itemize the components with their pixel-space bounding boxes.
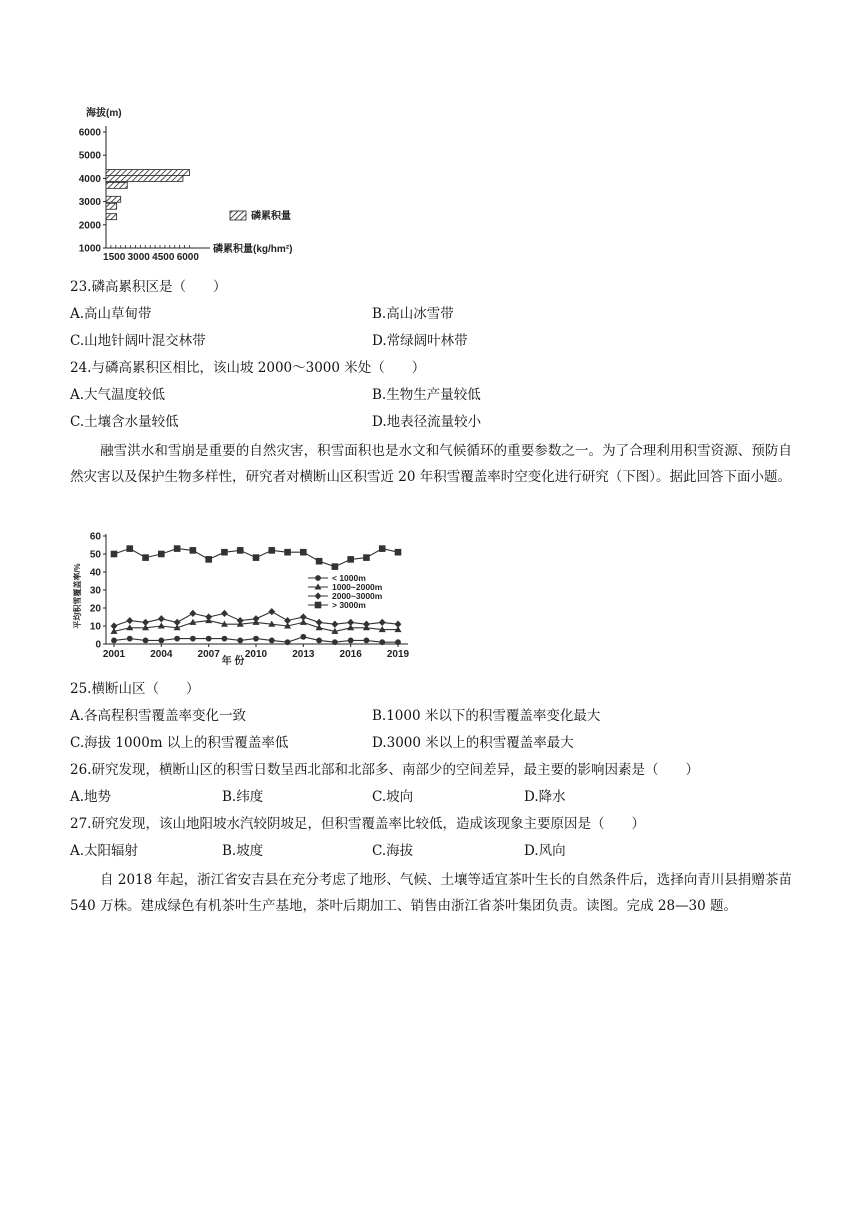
chart2-point: [190, 547, 196, 553]
chart2-point: [395, 621, 401, 627]
chart2-xtick-label: 2004: [150, 649, 173, 660]
chart2-ytick-label: 50: [89, 549, 101, 561]
chart2-point: [285, 617, 291, 623]
chart2-point: [143, 638, 148, 643]
passage-snow-text: 融雪洪水和雪崩是重要的自然灾害，积雪面积也是水文和气候循环的重要参数之一。为了合理利用积雪资源、预防自然灾害以及保护生物多样性，研究者对横断山区积雪近 20 年积雪覆盖率时空变化进行研究（下图）。据此回答下面小题。: [70, 443, 792, 485]
q27-option-a[interactable]: A.太阳辐射: [70, 843, 139, 859]
chart2-point: [174, 546, 180, 552]
chart1-ylabel: 海拔(m): [86, 108, 122, 119]
q26-option-c[interactable]: C.坡向: [372, 789, 414, 805]
passage-snow: [70, 438, 792, 490]
chart1-ytick-label: 2000: [78, 220, 101, 232]
chart2-legend-marker: [315, 575, 320, 580]
chart2-ytick-label: 0: [95, 639, 101, 651]
chart2-xtick-label: 2007: [197, 649, 220, 660]
chart1-ytick-label: 5000: [78, 150, 101, 162]
snow-cover-chart: [68, 526, 418, 666]
chart2-xtick-label: 2001: [102, 649, 126, 660]
chart1-xtick-label: 4500: [152, 252, 175, 263]
chart1-legend-swatch: [230, 211, 246, 220]
chart2-point: [158, 551, 164, 557]
chart1-xtick-label: 1500: [103, 252, 126, 263]
chart2-point: [379, 546, 385, 552]
chart2-legend-label: < 1000m: [332, 573, 366, 583]
chart2-point: [269, 638, 274, 643]
chart2-point: [206, 636, 211, 641]
chart2-series: [111, 608, 401, 629]
chart2-xtick-label: 2010: [244, 649, 268, 660]
chart2-point: [316, 558, 322, 564]
chart2-point: [348, 638, 353, 643]
chart2-point: [237, 547, 243, 553]
q23-option-b[interactable]: B.高山冰雪带: [372, 306, 454, 322]
chart2-point: [363, 555, 369, 561]
chart2-point: [206, 614, 212, 620]
chart2-legend-item: [308, 600, 366, 610]
chart2-point: [316, 619, 322, 625]
chart1-xtick-label: 6000: [176, 252, 199, 263]
chart1-legend-label: 磷累积量: [251, 211, 291, 222]
q26-option-d[interactable]: D.降水: [524, 789, 566, 805]
chart2-point: [332, 621, 338, 627]
chart2-point: [332, 564, 338, 570]
chart1-bar: [106, 182, 127, 188]
chart2-point: [143, 619, 149, 625]
chart2-point: [159, 638, 164, 643]
chart2-point: [364, 638, 369, 643]
chart2-point: [348, 556, 354, 562]
chart2-point: [174, 619, 180, 625]
chart2-point: [222, 636, 227, 641]
chart2-point: [127, 617, 133, 623]
q24-option-a[interactable]: A.大气温度较低: [70, 387, 166, 403]
chart2-legend-label: > 3000m: [332, 600, 366, 610]
chart2-point: [190, 636, 195, 641]
chart2-point: [111, 551, 117, 557]
q26-option-a[interactable]: A.地势: [70, 789, 112, 805]
q24-option-d[interactable]: D.地表径流量较小: [372, 414, 482, 430]
chart1-xlabel: 磷累积量(kg/hm²): [213, 244, 293, 255]
chart2-point: [206, 556, 212, 562]
chart2-ytick-label: 20: [89, 603, 101, 615]
chart2-point: [332, 640, 337, 645]
chart2-point: [317, 638, 322, 643]
q25-option-d[interactable]: D.3000 米以上的积雪覆盖率最大: [372, 735, 574, 751]
chart1-ytick-label: 4000: [78, 173, 101, 185]
chart2-point: [348, 619, 354, 625]
chart2-point: [285, 549, 291, 555]
chart1-xtick-label: 3000: [127, 252, 150, 263]
chart2-ytick-label: 30: [89, 585, 101, 597]
chart2-point: [363, 621, 369, 627]
chart2-point: [111, 638, 116, 643]
chart1-bar: [106, 214, 117, 220]
chart2-legend-label: 1000~2000m: [332, 582, 383, 592]
chart2-legend-marker: [315, 602, 321, 608]
chart2-point: [143, 555, 149, 561]
q25-option-c[interactable]: C.海拔 1000m 以上的积雪覆盖率低: [70, 735, 289, 751]
passage-tea-text: 自 2018 年起，浙江省安吉县在充分考虑了地形、气候、土壤等适宜茶叶生长的自然条件后，选择向青川县捐赠茶苗 540 万株。建成绿色有机茶叶生产基地，茶叶后期加工、销售由浙江省茶叶集团负责。读图。完成 28—30 题。: [70, 872, 792, 914]
q23-option-c[interactable]: C.山地针阔叶混交林带: [70, 333, 206, 349]
chart2-point: [253, 636, 258, 641]
passage-tea: [70, 867, 792, 919]
chart1-bar: [106, 175, 183, 181]
chart2-point: [237, 617, 243, 623]
chart2-point: [111, 623, 117, 629]
q26-stem: 26.研究发现，横断山区的积雪日数呈西北部和北部多、南部少的空间差异，最主要的影响因素是（ ）: [70, 762, 699, 778]
chart2-ytick-label: 10: [89, 621, 101, 633]
chart2-series: [111, 634, 400, 645]
chart2-point: [379, 619, 385, 625]
q23-option-d[interactable]: D.常绿阔叶林带: [372, 333, 468, 349]
chart2-ytick-label: 40: [89, 567, 101, 579]
chart2-point: [300, 549, 306, 555]
chart2-point: [380, 640, 385, 645]
q24-option-b[interactable]: B.生物生产量较低: [372, 387, 481, 403]
chart2-point: [127, 636, 132, 641]
q24-option-c[interactable]: C.土壤含水量较低: [70, 414, 179, 430]
chart2-legend-marker: [315, 593, 321, 599]
q27-option-b[interactable]: B.坡度: [222, 843, 264, 859]
q27-option-c[interactable]: C.海拔: [372, 843, 414, 859]
q27-stem: 27.研究发现，该山地阳坡水汽较阴坡足，但积雪覆盖率比较低，造成该现象主要原因是（ ）: [70, 816, 645, 832]
chart2-point: [301, 634, 306, 639]
chart2-point: [158, 616, 164, 622]
chart2-point: [269, 608, 275, 614]
q27-option-d[interactable]: D.风向: [524, 843, 566, 859]
q26-option-b[interactable]: B.纬度: [222, 789, 264, 805]
chart2-point: [395, 640, 400, 645]
q23-option-a[interactable]: A.高山草甸带: [70, 306, 152, 322]
chart2-xlabel: 年 份: [221, 656, 245, 666]
chart2-point: [175, 636, 180, 641]
chart2-point: [221, 549, 227, 555]
chart1-ytick-label: 3000: [78, 197, 101, 209]
chart2-series: [111, 546, 401, 570]
chart2-point: [158, 623, 164, 628]
chart2-point: [395, 549, 401, 555]
chart2-ylabel: 平均积雪覆盖率/%: [73, 563, 82, 629]
chart2-xtick-label: 2016: [339, 649, 362, 660]
q25-option-a[interactable]: A.各高程积雪覆盖率变化一致: [70, 708, 247, 724]
chart2-point: [285, 640, 290, 645]
chart1-ytick-label: 1000: [78, 243, 101, 255]
chart2-ylabel-group: [72, 563, 82, 628]
chart1-bar: [106, 170, 189, 176]
chart1-ytick-label: 6000: [78, 127, 101, 139]
chart2-legend-label: 2000~3000m: [332, 591, 383, 601]
chart2-point: [253, 616, 259, 622]
chart2-xtick-label: 2019: [386, 649, 410, 660]
chart2-point: [190, 610, 196, 616]
chart2-point: [127, 546, 133, 552]
q23-stem: 23.磷高累积区是（ ）: [70, 279, 227, 295]
chart2-point: [221, 610, 227, 616]
chart1-bar: [106, 203, 117, 209]
chart2-point: [253, 555, 259, 561]
chart1-bar: [106, 196, 121, 202]
q24-stem: 24.与磷高累积区相比，该山坡 2000～3000 米处（ ）: [70, 360, 426, 376]
q25-option-b[interactable]: B.1000 米以下的积雪覆盖率变化最大: [372, 708, 601, 724]
chart2-ytick-label: 60: [89, 531, 101, 543]
chart2-point: [300, 614, 306, 620]
phosphorus-chart: [60, 100, 320, 265]
chart2-point: [238, 638, 243, 643]
chart2-xtick-label: 2013: [292, 649, 315, 660]
chart2-point: [269, 547, 275, 553]
q25-stem: 25.横断山区（ ）: [70, 681, 200, 697]
